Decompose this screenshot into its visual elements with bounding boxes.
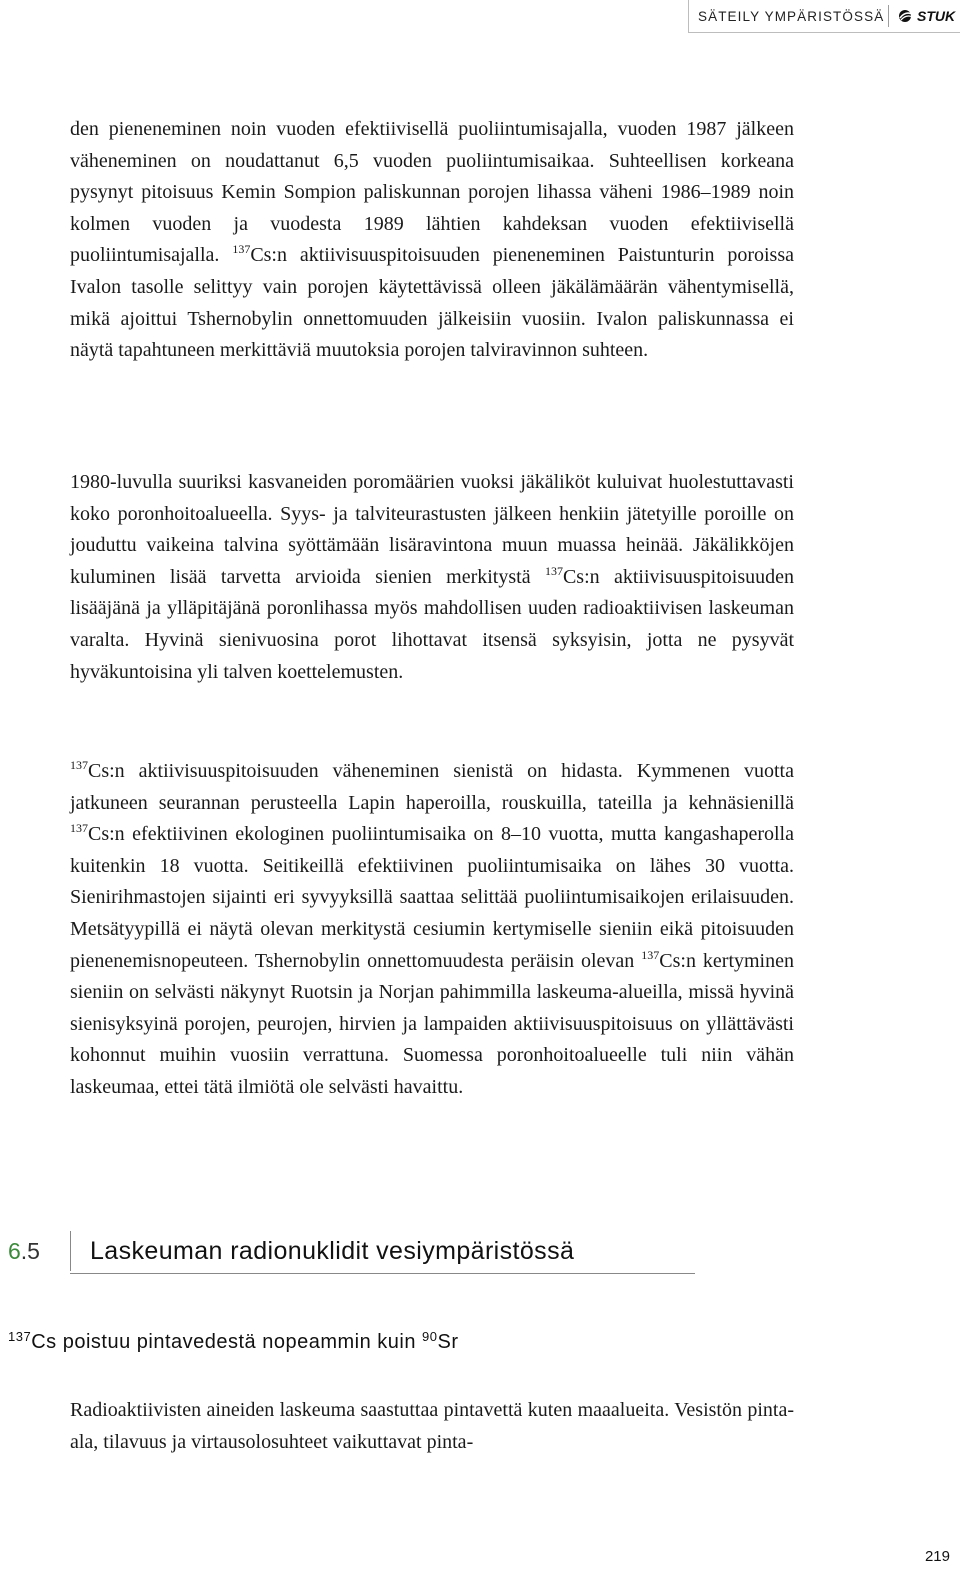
subheading xyxy=(8,1331,459,1354)
paragraph-1-text-b: Cs:n aktiivisuuspitoisuuden pieneneminen Paistunturin poroissa Ivalon tasolle selittyy vain porojen käytettävissä olleen jäkälämäärän vähentymisellä, mikä ajoittui Tshernobylin onnettomuuden jälkeisiin vuosiin. Ivalon paliskunnassa ei näytä tapahtuneen merkittäviä muutoksia porojen talviravinnon suhteen. xyxy=(70,244,794,362)
isotope-superscript: 90 xyxy=(422,1329,438,1344)
paragraph-3-text-b: Cs:n efektiivinen ekologinen puoliintumisaika on 8–10 vuotta, mutta kangashaperolla kuitenkin 18 vuotta. Seitikeillä efektiivinen puoliintumisaika on lähes 30 vuotta. Sienirihmastojen sijainti eri syvyyksillä saattaa selittää puoliintumisaikojen erilaisuuden. Metsätyypillä ei näytä olevan merkitystä cesiumin kertymiselle sieniin eikä pitoisuuden pienenemisnopeuteen. Tshernobylin onnettomuudesta peräisin olevan xyxy=(70,823,794,972)
paragraph-3 xyxy=(70,756,794,1104)
stuk-logo xyxy=(889,8,955,24)
isotope-superscript: 137 xyxy=(70,821,88,836)
section-number xyxy=(8,1238,40,1265)
page-number: 219 xyxy=(924,1548,950,1565)
subheading-text-1: Cs poistuu pintavedestä nopeammin kuin xyxy=(31,1331,423,1353)
running-title: SÄTEILY YMPÄRISTÖSSÄ xyxy=(698,8,885,24)
paragraph-4 xyxy=(70,1395,794,1458)
isotope-superscript: 137 xyxy=(641,947,660,962)
section-number-minor: .5 xyxy=(20,1238,40,1264)
page-header xyxy=(688,0,960,33)
section-title: Laskeuman radionuklidit vesiympäristössä xyxy=(90,1237,575,1265)
paragraph-2-text-b: Cs:n aktiivisuuspitoisuuden lisääjänä ja ylläpitäjänä poronlihassa myös mahdollisen uuden radioaktiivisen laskeuman varalta. Hyvinä sienivuosina porot lihottavat itsensä syksyisin, jotta ne pysyvät hyväkuntoisina yli talven koettelemusten. xyxy=(70,565,794,683)
paragraph-3-text-c: Cs:n kertyminen sieniin on selvästi näkynyt Ruotsin ja Norjan pahimmilla laskeuma-alueilla, missä hyvinä sienisyksyinä porojen, peurojen, hirvien ja lampaiden aktiivisuuspitoisuus on yllättävästi kohonnut muihin vuosiin verrattuna. Suomessa poronhoitoalueelle tuli niin vähän laskeumaa, ettei tätä ilmiötä ole selvästi havaittu. xyxy=(70,949,794,1098)
section-heading xyxy=(0,1226,700,1276)
paragraph-1 xyxy=(70,114,794,367)
paragraph-1-text-a: den pieneneminen noin vuoden efektiivisellä puoliintumisajalla, vuoden 1987 jälkeen väheneminen on noudattanut 6,5 vuoden puoliintumisaikaa. Suhteellisen korkeana pysynyt pitoisuus Kemin Sompion paliskunnan porojen lihassa väheni 1986–1989 noin kolmen vuoden ja vuodesta 1989 lähtien kahdeksan vuoden efektiivisellä puoliintumisajalla. xyxy=(70,118,794,267)
paragraph-2-text-a: 1980-luvulla suuriksi kasvaneiden poromäärien vuoksi jäkäliköt kuluivat huolestuttavasti koko poronhoitoalueella. Syys- ja talviteurastusten jälkeen henkiin jätetyille poroille on jouduttu vaikeina talvina syöttämään lisäravintona muun muassa heinää. Jäkälikköjen kuluminen lisää tarvetta arvioida sienien merkitystä xyxy=(70,471,794,588)
stuk-logo-icon xyxy=(897,9,915,23)
stuk-logo-text: STUK xyxy=(917,8,956,24)
subheading-text-2: Sr xyxy=(437,1331,459,1353)
paragraph-3-text-a: Cs:n aktiivisuuspitoisuuden väheneminen sienistä on hidasta. Kymmenen vuotta jatkuneen seurannan perusteella Lapin haperoilla, rouskuilla, tateilla ja kehnäsienillä xyxy=(70,760,794,814)
isotope-superscript: 137 xyxy=(8,1329,32,1344)
paragraph-4-text: Radioaktiivisten aineiden laskeuma saastuttaa pintavettä kuten maaalueita. Vesistön pinta-ala, tilavuus ja virtausolosuhteet vaikuttavat pinta- xyxy=(70,1399,794,1453)
isotope-superscript: 137 xyxy=(70,758,88,772)
isotope-superscript: 137 xyxy=(544,563,563,578)
paragraph-2 xyxy=(70,467,794,688)
section-divider xyxy=(70,1231,71,1271)
section-number-major: 6 xyxy=(8,1238,21,1264)
isotope-superscript: 137 xyxy=(232,242,251,257)
section-underline xyxy=(70,1273,695,1274)
